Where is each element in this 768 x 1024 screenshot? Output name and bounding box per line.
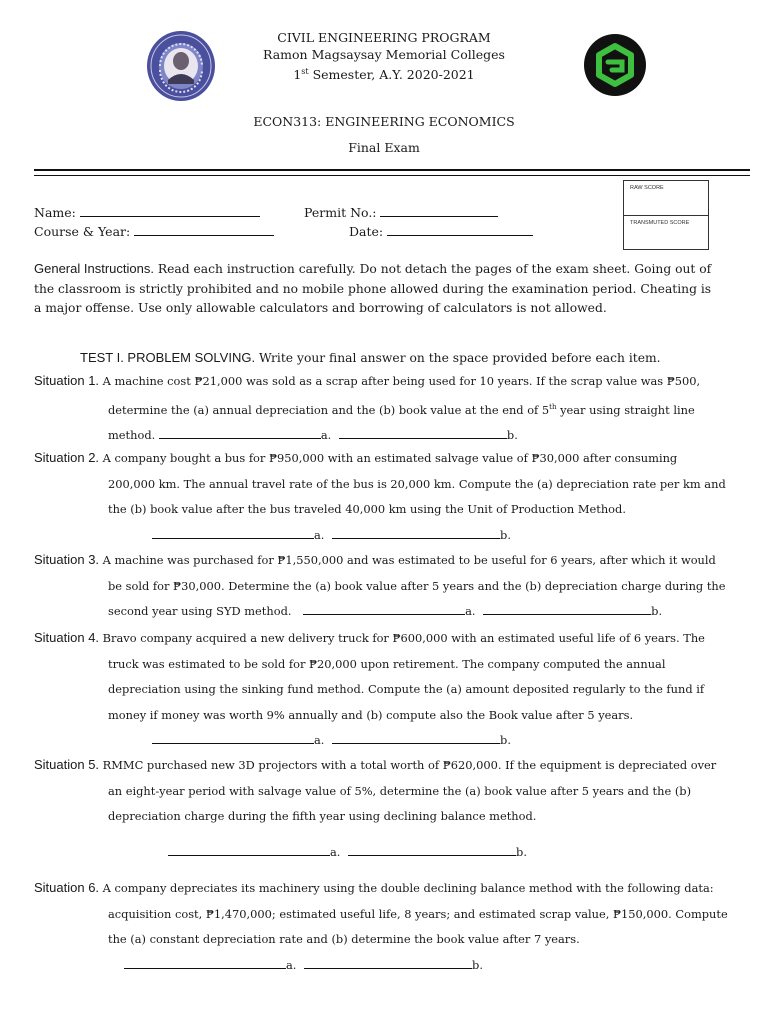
answer-5b-blank[interactable] [348,846,516,856]
situation-3: Situation 3. A machine was purchased for ₱1,550,000 and was estimated to be useful for 6 years, after which it would be sold for ₱30,000. Determine the (a) book value after 5 years and the (b) depreciation charge during the second year using SYD method. a. b. [34,552,726,618]
situation-2: Situation 2. A company bought a bus for ₱950,000 with an estimated salvage value of ₱30,000 after consuming 200,000 km. The annual travel rate of the bus is 20,000 km. Compute the (a) depreciation rate per km and the (b) book value after the bus traveled 40,000 km using the Unit of Production Method. a. b. [34,450,726,542]
answer-2a-blank[interactable] [152,529,314,539]
name-blank[interactable] [80,206,260,217]
semester-line: 1st Semester, A.Y. 2020-2021 [293,67,475,83]
answer-2b-blank[interactable] [332,529,500,539]
date-field[interactable] [349,224,533,239]
test-heading: TEST I. PROBLEM SOLVING. Write your final answer on the space provided before each item. [80,350,661,365]
instructions-label: General Instructions. [34,261,154,276]
header-rule-thick [34,169,750,171]
course-year-field[interactable] [34,224,274,239]
answer-4a-blank[interactable] [152,734,314,744]
answer-1a-blank[interactable] [159,429,321,439]
answer-6b-blank[interactable] [304,959,472,969]
course-year-blank[interactable] [134,225,274,236]
raw-score-cell: RAW SCORE [630,185,664,191]
answer-4b-blank[interactable] [332,734,500,744]
header-rule-thin [34,175,750,176]
permit-field[interactable] [304,205,498,220]
transmuted-score-cell: TRANSMUTED SCORE [624,215,708,249]
situation-1: Situation 1. A machine cost ₱21,000 was sold as a scrap after being used for 10 years. If the scrap value was ₱500, determine the (a) annual depreciation and the (b) book value at the end of 5th year using straight line method. a. b. [34,373,701,442]
situation-4: Situation 4. Bravo company acquired a new delivery truck for ₱600,000 with an estimated useful life of 6 years. The truck was estimated to be sold for ₱20,000 upon retirement. The company computed the annual depreciation using the sinking fund method. Compute the (a) amount deposited regularly to the fund if money if money was worth 9% annually and (b) compute also the Book value after 5 years. a. b. [34,630,705,747]
exam-title: Final Exam [348,140,420,155]
date-blank[interactable] [387,225,533,236]
name-label: Name: [34,205,76,220]
answer-3a-blank[interactable] [303,605,465,615]
score-box [623,180,709,250]
answer-1b-blank[interactable] [339,429,507,439]
answers-5: a. b. [168,840,527,866]
situation-5: Situation 5. RMMC purchased new 3D projectors with a total worth of ₱620,000. If the equipment is depreciated over an eight-year period with salvage value of 5%, determine the (a) book value after 5 years and the (b) depreciation charge during the fifth year using declining balance method. [34,757,717,823]
answer-5a-blank[interactable] [168,846,330,856]
general-instructions: General Instructions. Read each instruction carefully. Do not detach the pages of the exam sheet. Going out of the classroom is strictly prohibited and no mobile phone allowed during the examination period. Cheating is a major offense. Use only allowable calculators and borrowing of calculators is not allowed. [34,261,712,315]
permit-blank[interactable] [380,206,498,217]
course-title: ECON313: ENGINEERING ECONOMICS [253,114,515,129]
course-year-label: Course & Year: [34,224,131,239]
answer-3b-blank[interactable] [483,605,651,615]
permit-label: Permit No.: [304,205,377,220]
date-label: Date: [349,224,384,239]
situation-6: Situation 6. A company depreciates its machinery using the double declining balance method with the following data: acquisition cost, ₱1,470,000; estimated useful life, 8 years; and estimated scrap value, ₱150,000. Compute the (a) constant depreciation rate and (b) determine the book value after 7 years. a. b. [34,880,728,972]
school-name: Ramon Magsaysay Memorial Colleges [263,47,505,62]
program-title: CIVIL ENGINEERING PROGRAM [277,30,491,45]
name-field[interactable] [34,205,260,220]
answer-6a-blank[interactable] [124,959,286,969]
